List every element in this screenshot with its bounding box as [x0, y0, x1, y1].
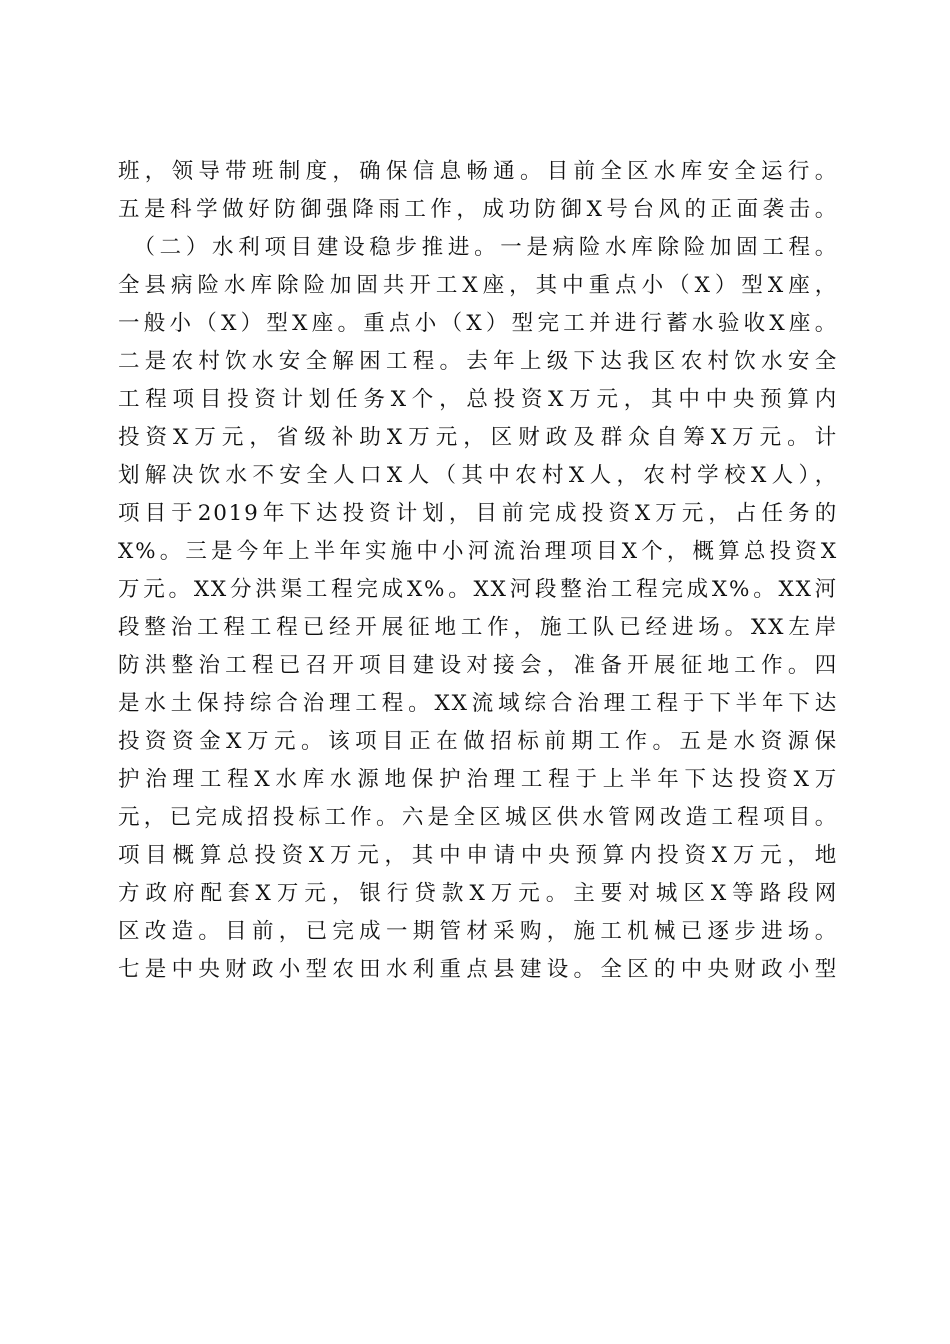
text-line: 一般小（X）型X座。重点小（X）型完工并进行蓄水验收X座。: [118, 311, 838, 336]
text-line: 划解决饮水不安全人口X人（其中农村X人，农村学校X人），: [118, 463, 838, 488]
text-line: X%。三是今年上半年实施中小河流治理项目X个，概算总投资X: [118, 539, 838, 564]
text-line: 班，领导带班制度，确保信息畅通。目前全区水库安全运行。: [118, 159, 838, 184]
text-line: 项目于2019年下达投资计划，目前完成投资X万元，占任务的: [118, 501, 838, 526]
text-line: 方政府配套X万元，银行贷款X万元。主要对城区X等路段网: [118, 881, 838, 906]
text-line: 二是农村饮水安全解困工程。去年上级下达我区农村饮水安全: [118, 349, 838, 374]
section-heading-line: （二）水利项目建设稳步推进。一是病险水库除险加固工程。: [118, 235, 838, 260]
text-line: 五是科学做好防御强降雨工作，成功防御X号台风的正面袭击。: [118, 197, 838, 222]
text-line: 全县病险水库除险加固共开工X座，其中重点小（X）型X座，: [118, 273, 838, 298]
text-line: 投资资金X万元。该项目正在做招标前期工作。五是水资源保: [118, 729, 838, 754]
text-line: 投资X万元，省级补助X万元，区财政及群众自筹X万元。计: [118, 425, 838, 450]
text-line: 项目概算总投资X万元，其中申请中央预算内投资X万元，地: [118, 843, 838, 868]
text-line: 区改造。目前，已完成一期管材采购，施工机械已逐步进场。: [118, 919, 838, 944]
text-line: 护治理工程X水库水源地保护治理工程于上半年下达投资X万: [118, 767, 838, 792]
text-line: 是水土保持综合治理工程。XX流域综合治理工程于下半年下达: [118, 691, 838, 716]
text-line: 防洪整治工程已召开项目建设对接会，准备开展征地工作。四: [118, 653, 838, 678]
text-line: 元，已完成招投标工作。六是全区城区供水管网改造工程项目。: [118, 805, 838, 830]
text-line: 七是中央财政小型农田水利重点县建设。全区的中央财政小型: [118, 957, 838, 982]
text-line: 段整治工程工程已经开展征地工作，施工队已经进场。XX左岸: [118, 615, 838, 640]
text-line: 工程项目投资计划任务X个，总投资X万元，其中中央预算内: [118, 387, 838, 412]
text-line: 万元。XX分洪渠工程完成X%。XX河段整治工程完成X%。XX河: [118, 577, 838, 602]
